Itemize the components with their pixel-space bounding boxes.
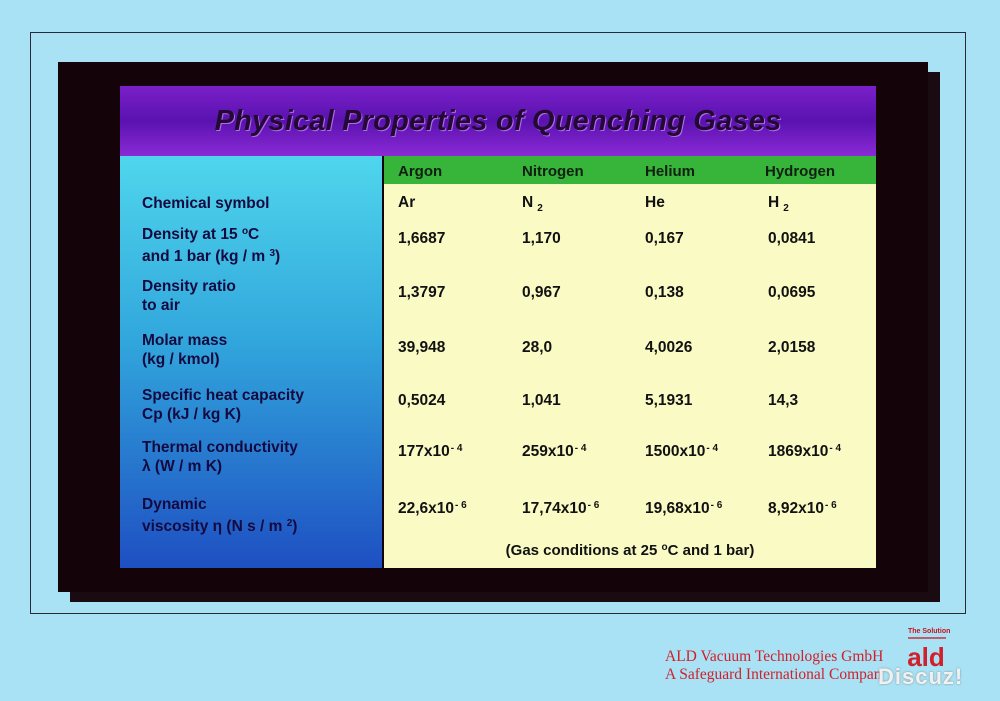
row-label-density-ratio: Density ratio to air [142,278,236,314]
company-name: ALD Vacuum Technologies GmbH [665,648,884,665]
cell-argon: Ar [398,194,416,211]
cell-hydrogen: $1869x10^{- 4}$ [768,443,842,460]
cell-helium: 4,0026 [645,339,693,356]
row-label-density: Density at 15 $^o$C and 1 bar (kg / m $^3$) [142,226,281,265]
cell-hydrogen: 0,0695 [768,284,816,301]
cell-nitrogen: 1,041 [522,392,561,409]
cell-helium: $19,68x10^{- 6}$ [645,500,723,517]
title-bar [120,86,876,156]
column-header-hydrogen: Hydrogen [765,163,836,180]
cell-nitrogen: $17,74x10^{- 6}$ [522,500,600,517]
logo-text: ald [907,642,945,672]
logo-tagline: The Solution [908,628,951,635]
cell-helium: He [645,194,665,211]
cell-hydrogen: 0,0841 [768,230,816,247]
column-header-argon: Argon [398,163,443,180]
cell-hydrogen: H $_2$ [768,194,789,214]
cell-nitrogen: 0,967 [522,284,561,301]
cell-argon: $22,6x10^{- 6}$ [398,500,467,517]
cell-hydrogen: $8,92x10^{- 6}$ [768,500,837,517]
row-label-specific-heat: Specific heat capacity Cp (kJ / kg K) [142,387,304,423]
cell-helium: 0,167 [645,230,684,247]
page-title: Physical Properties of Quenching Gases [214,104,782,137]
cell-helium: 0,138 [645,284,684,301]
cell-nitrogen: 1,170 [522,230,561,247]
cell-helium: 5,1931 [645,392,693,409]
cell-hydrogen: 14,3 [768,392,799,409]
watermark: Discuz! [878,664,964,689]
cell-argon: $177x10^{- 4}$ [398,443,463,460]
row-label-molar-mass: Molar mass (kg / kmol) [142,332,228,368]
company-tagline: A Safeguard International Compan [665,666,882,683]
cell-helium: $1500x10^{- 4}$ [645,443,719,460]
column-header-helium: Helium [645,163,696,180]
cell-nitrogen: N $_2$ [522,194,543,214]
cell-argon: 39,948 [398,339,446,356]
cell-nitrogen: $259x10^{- 4}$ [522,443,587,460]
row-label-chemical-symbol: Chemical symbol [142,195,270,212]
cell-argon: 0,5024 [398,392,446,409]
cell-hydrogen: 2,0158 [768,339,816,356]
column-header-nitrogen: Nitrogen [522,163,584,180]
row-label-thermal-conductivity: Thermal conductivity λ (W / m K) [142,439,298,475]
gas-conditions-note: (Gas conditions at 25 $^o$C and 1 bar) [505,542,755,559]
cell-argon: 1,6687 [398,230,446,247]
cell-nitrogen: 28,0 [522,339,553,356]
row-label-dynamic-viscosity: Dynamic viscosity η (N s / m $^2$) [142,496,298,535]
cell-argon: 1,3797 [398,284,446,301]
